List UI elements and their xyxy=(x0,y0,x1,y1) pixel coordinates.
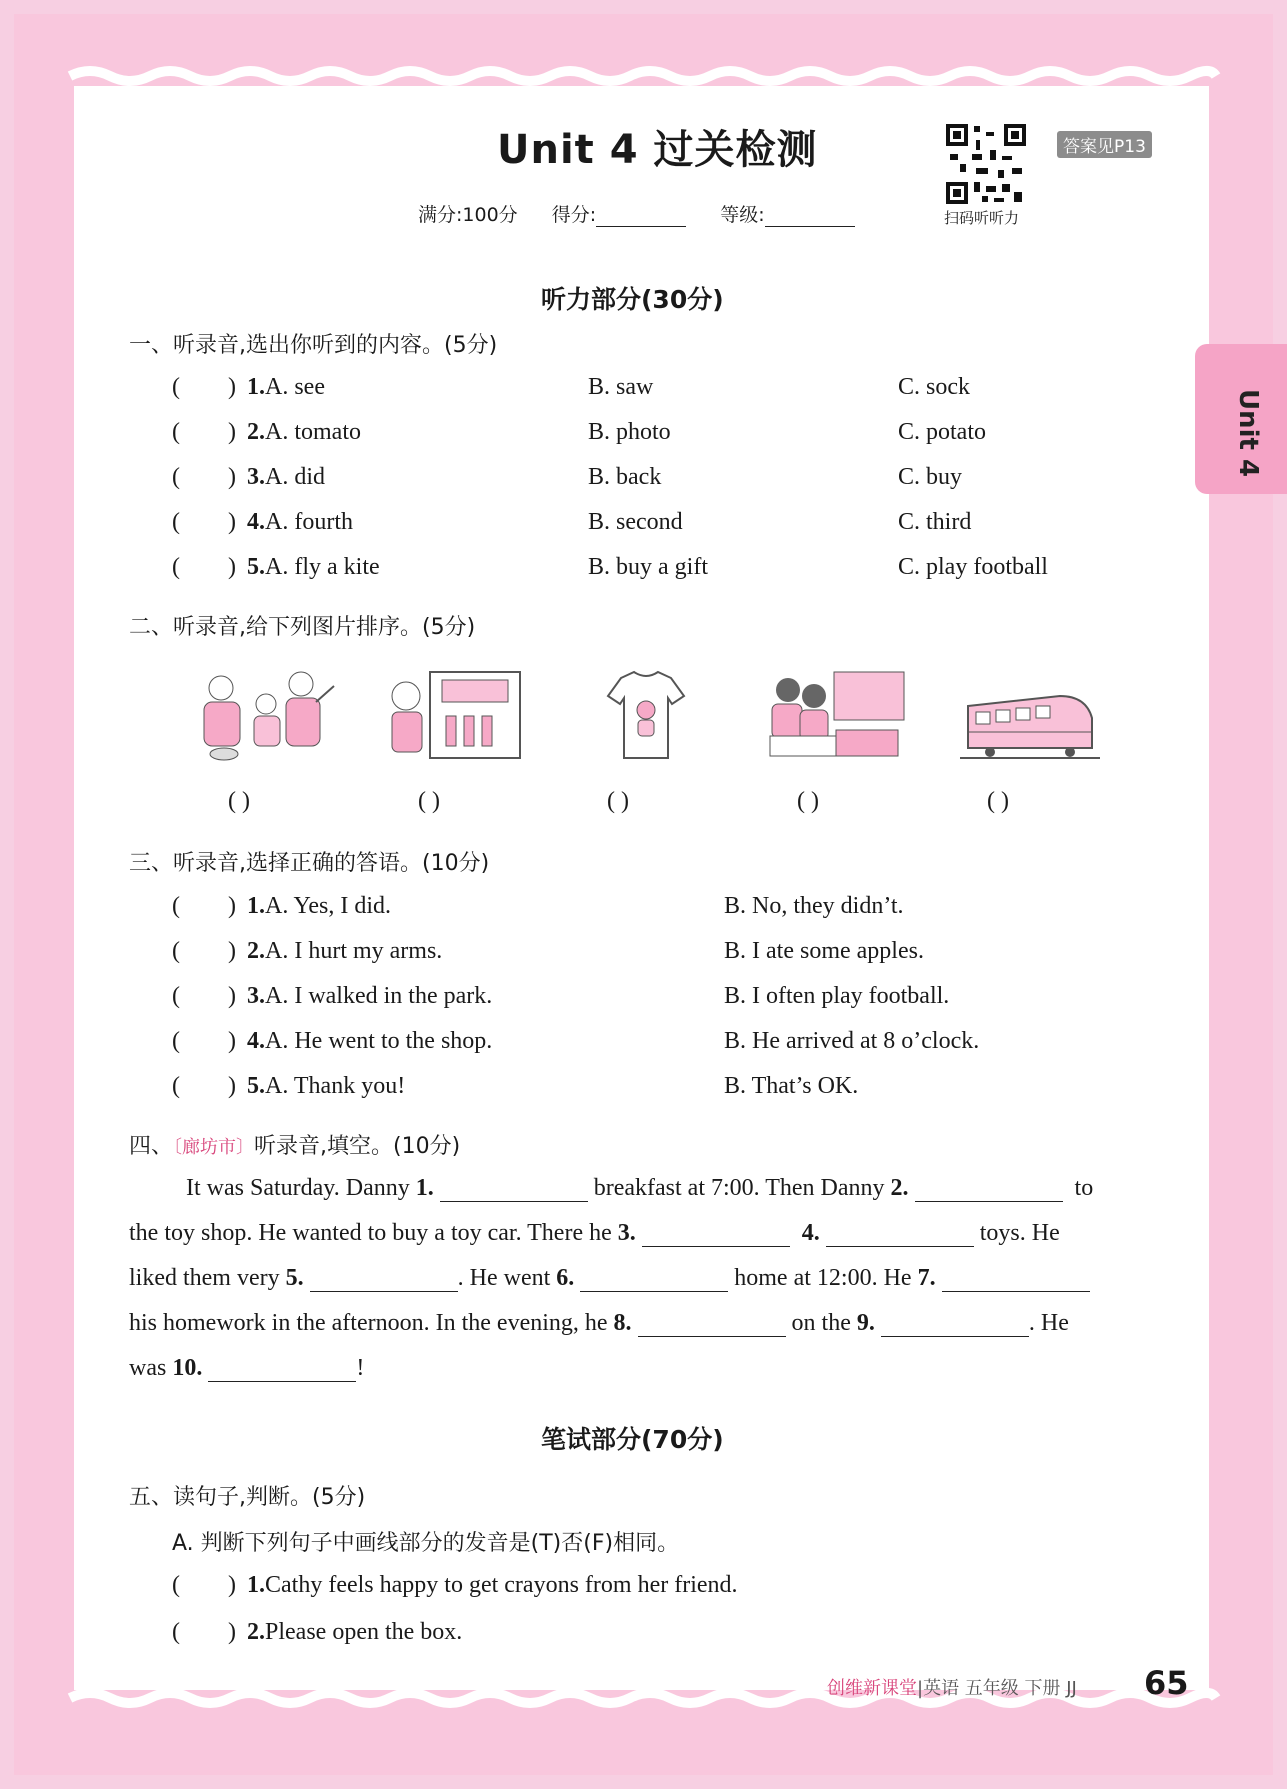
brand-name: 创维新课堂 xyxy=(827,1678,917,1699)
list-item: ( ) 1.A. see xyxy=(172,374,325,400)
option-c: C. sock xyxy=(898,374,970,400)
option-c: C. buy xyxy=(898,464,963,490)
city-tag: 〔廊坊市〕 xyxy=(173,1137,255,1158)
blank-8[interactable] xyxy=(638,1312,786,1337)
list-item: ( ) 3.A. I walked in the park. xyxy=(172,983,493,1009)
listening-heading: 听力部分(30分) xyxy=(541,285,724,314)
answer-paren[interactable]: ( ) xyxy=(172,938,236,964)
answer-paren[interactable]: ( ) xyxy=(172,983,236,1009)
answer-reference-badge: 答案见P13 xyxy=(1057,131,1152,158)
grade-label: 等级: xyxy=(720,204,765,226)
picture-answer-paren[interactable]: ( ) xyxy=(607,788,629,814)
unit-side-tab-label: Unit 4 xyxy=(1233,388,1264,478)
cloze-line-1: It was Saturday. Danny 1. breakfast at 7:00. Then Danny 2. to xyxy=(186,1175,1094,1201)
answer-paren[interactable]: ( ) xyxy=(172,374,236,400)
option-a: A. did xyxy=(265,464,325,490)
score-line xyxy=(418,200,855,227)
family-picture xyxy=(196,666,336,766)
answer-paren[interactable]: ( ) xyxy=(172,1572,236,1598)
part4-heading: 四、〔廊坊市〕听录音,填空。(10分) xyxy=(129,1134,461,1159)
option-a: A. Yes, I did. xyxy=(265,893,392,919)
sentence-text: Please open the box. xyxy=(265,1619,463,1645)
option-b: B. That’s OK. xyxy=(724,1073,859,1099)
option-b: B. I ate some apples. xyxy=(724,938,924,964)
blank-2[interactable] xyxy=(915,1177,1063,1202)
option-b: B. photo xyxy=(588,419,671,445)
cloze-line-4: his homework in the afternoon. In the evening, he 8. on the 9. . He xyxy=(129,1310,1069,1336)
cinema-picture xyxy=(766,666,906,766)
footer-info: 创维新课堂|英语 五年级 下册 JJ xyxy=(827,1678,1077,1699)
option-a: A. fourth xyxy=(265,509,353,535)
answer-paren[interactable]: ( ) xyxy=(172,1028,236,1054)
option-a: A. I walked in the park. xyxy=(265,983,493,1009)
option-a: A. fly a kite xyxy=(265,554,380,580)
picture-answer-paren[interactable]: ( ) xyxy=(228,788,250,814)
part1-heading: 一、听录音,选出你听到的内容。(5分) xyxy=(129,333,498,358)
answer-paren[interactable]: ( ) xyxy=(172,509,236,535)
list-item: ( ) 1.Cathy feels happy to get crayons from her friend. xyxy=(172,1572,738,1598)
option-a: A. Thank you! xyxy=(265,1073,406,1099)
option-a: A. see xyxy=(265,374,325,400)
part5-heading: 五、读句子,判断。(5分) xyxy=(129,1485,366,1510)
list-item: ( ) 2.A. I hurt my arms. xyxy=(172,938,443,964)
photo-picture xyxy=(384,666,524,766)
option-b: B. saw xyxy=(588,374,654,400)
part3-heading: 三、听录音,选择正确的答语。(10分) xyxy=(129,851,490,876)
option-b: B. back xyxy=(588,464,662,490)
answer-paren[interactable]: ( ) xyxy=(172,554,236,580)
part5-sub-heading: A. 判断下列句子中画线部分的发音是(T)否(F)相同。 xyxy=(172,1531,680,1556)
blank-1[interactable] xyxy=(440,1177,588,1202)
picture-answer-paren[interactable]: ( ) xyxy=(797,788,819,814)
option-b: B. He arrived at 8 o’clock. xyxy=(724,1028,980,1054)
option-b: B. second xyxy=(588,509,683,535)
blank-7[interactable] xyxy=(942,1267,1090,1292)
blank-4[interactable] xyxy=(826,1222,974,1247)
qr-label: 扫码听听力 xyxy=(944,209,1020,227)
option-c: C. play football xyxy=(898,554,1048,580)
answer-paren[interactable]: ( ) xyxy=(172,1619,236,1645)
blank-10[interactable] xyxy=(208,1357,356,1382)
grade-blank[interactable] xyxy=(765,208,855,227)
blank-5[interactable] xyxy=(310,1267,458,1292)
answer-paren[interactable]: ( ) xyxy=(172,1073,236,1099)
writing-heading: 笔试部分(70分) xyxy=(541,1425,724,1454)
picture-answer-paren[interactable]: ( ) xyxy=(987,788,1009,814)
picture-answer-paren[interactable]: ( ) xyxy=(418,788,440,814)
blank-9[interactable] xyxy=(881,1312,1029,1337)
answer-paren[interactable]: ( ) xyxy=(172,893,236,919)
list-item: ( ) 4.A. fourth xyxy=(172,509,353,535)
list-item: ( ) 5.A. fly a kite xyxy=(172,554,380,580)
answer-paren[interactable]: ( ) xyxy=(172,419,236,445)
train-picture xyxy=(960,666,1100,766)
cloze-line-2: the toy shop. He wanted to buy a toy car. There he 3. 4. toys. He xyxy=(129,1220,1060,1246)
list-item: ( ) 2.Please open the box. xyxy=(172,1619,463,1645)
option-a: A. I hurt my arms. xyxy=(265,938,443,964)
list-item: ( ) 5.A. Thank you! xyxy=(172,1073,406,1099)
full-score: 满分:100分 xyxy=(418,204,518,226)
tshirt-picture xyxy=(576,666,716,766)
list-item: ( ) 1.A. Yes, I did. xyxy=(172,893,392,919)
blank-6[interactable] xyxy=(580,1267,728,1292)
cloze-line-5: was 10. ! xyxy=(129,1355,365,1381)
page-title: Unit 4 过关检测 xyxy=(497,127,818,173)
score-label: 得分: xyxy=(551,204,597,226)
cloze-line-3: liked them very 5. . He went 6. home at 12:00. He 7. xyxy=(129,1265,1090,1292)
option-b: B. I often play football. xyxy=(724,983,950,1009)
option-a: A. tomato xyxy=(265,419,361,445)
part2-heading: 二、听录音,给下列图片排序。(5分) xyxy=(129,615,476,640)
option-a: A. He went to the shop. xyxy=(265,1028,493,1054)
sentence-text: Cathy feels happy to get crayons from her friend. xyxy=(265,1572,738,1598)
list-item: ( ) 4.A. He went to the shop. xyxy=(172,1028,493,1054)
option-c: C. third xyxy=(898,509,972,535)
answer-paren[interactable]: ( ) xyxy=(172,464,236,490)
option-b: B. No, they didn’t. xyxy=(724,893,904,919)
list-item: ( ) 3.A. did xyxy=(172,464,325,490)
blank-3[interactable] xyxy=(642,1222,790,1247)
option-c: C. potato xyxy=(898,419,986,445)
score-blank[interactable] xyxy=(596,208,686,227)
list-item: ( ) 2.A. tomato xyxy=(172,419,361,445)
option-b: B. buy a gift xyxy=(588,554,708,580)
page-number: 65 xyxy=(1144,1664,1189,1702)
qr-code-icon[interactable] xyxy=(946,124,1026,204)
